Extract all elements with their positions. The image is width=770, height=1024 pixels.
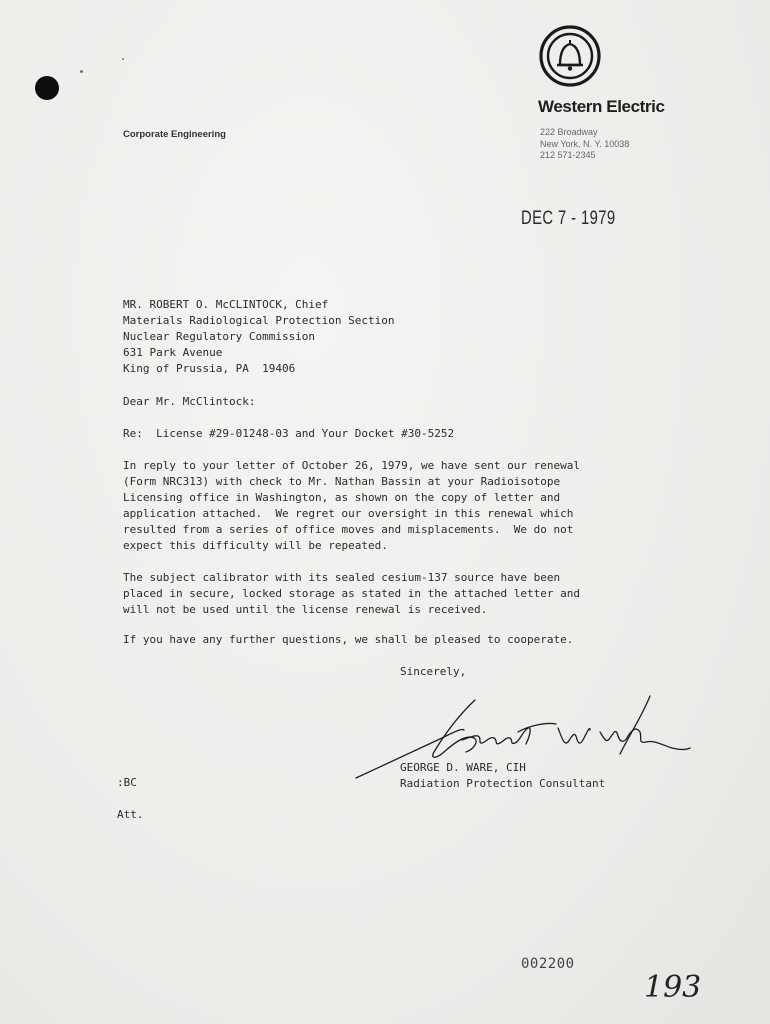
signer-title: Radiation Protection Consultant xyxy=(400,777,606,790)
typist-initials: :BC xyxy=(117,776,137,789)
bell-system-logo-icon xyxy=(538,24,602,88)
body-paragraph: The subject calibrator with its sealed cesium-137 source have been placed in secure, locked storage as stated in the attached letter and will not be used until the license renewal is received. xyxy=(123,571,580,616)
signer-name: GEORGE D. WARE, CIH xyxy=(400,761,526,774)
recipient-line: Nuclear Regulatory Commission xyxy=(123,330,316,343)
page-number: 193 xyxy=(644,970,702,1005)
salutation: Dear Mr. McClintock: xyxy=(123,395,256,408)
speck xyxy=(80,70,83,73)
punch-hole xyxy=(35,76,59,100)
body-paragraph: In reply to your letter of October 26, 1979, we have sent our renewal (Form NRC313) with check to Mr. Nathan Bassin at your Radioisotope Licensing office in Washington, as shown on the copy of letter and application attached. We regret our oversight in this renewal which resulted from a series of office moves and misplacements. We do not expect this difficulty will be repeated. xyxy=(123,459,580,552)
department-label: Corporate Engineering xyxy=(123,129,226,140)
address-line: 222 Broadway xyxy=(540,127,598,137)
company-name: Western Electric xyxy=(538,97,665,116)
attachment-note: Att. xyxy=(117,808,144,821)
address-line: 212 571-2345 xyxy=(540,150,596,160)
signer-block xyxy=(400,760,605,792)
re-line: Re: License #29-01248-03 and Your Docket #30-5252 xyxy=(123,427,455,440)
recipient-line: Materials Radiological Protection Section xyxy=(123,314,395,327)
recipient-line: 631 Park Avenue xyxy=(123,346,223,359)
recipient-line: King of Prussia, PA 19406 xyxy=(123,362,296,375)
document-number: 002200 xyxy=(521,956,575,972)
recipient-name: MR. ROBERT O. McCLINTOCK, Chief xyxy=(123,298,329,311)
company-address xyxy=(540,127,629,162)
closing: Sincerely, xyxy=(400,665,467,678)
body-paragraph: If you have any further questions, we shall be pleased to cooperate. xyxy=(123,633,574,646)
speck xyxy=(122,58,124,60)
recipient-address xyxy=(123,297,395,377)
address-line: New York, N. Y. 10038 xyxy=(540,138,630,149)
date-stamp: DEC 7 - 1979 xyxy=(521,208,616,229)
